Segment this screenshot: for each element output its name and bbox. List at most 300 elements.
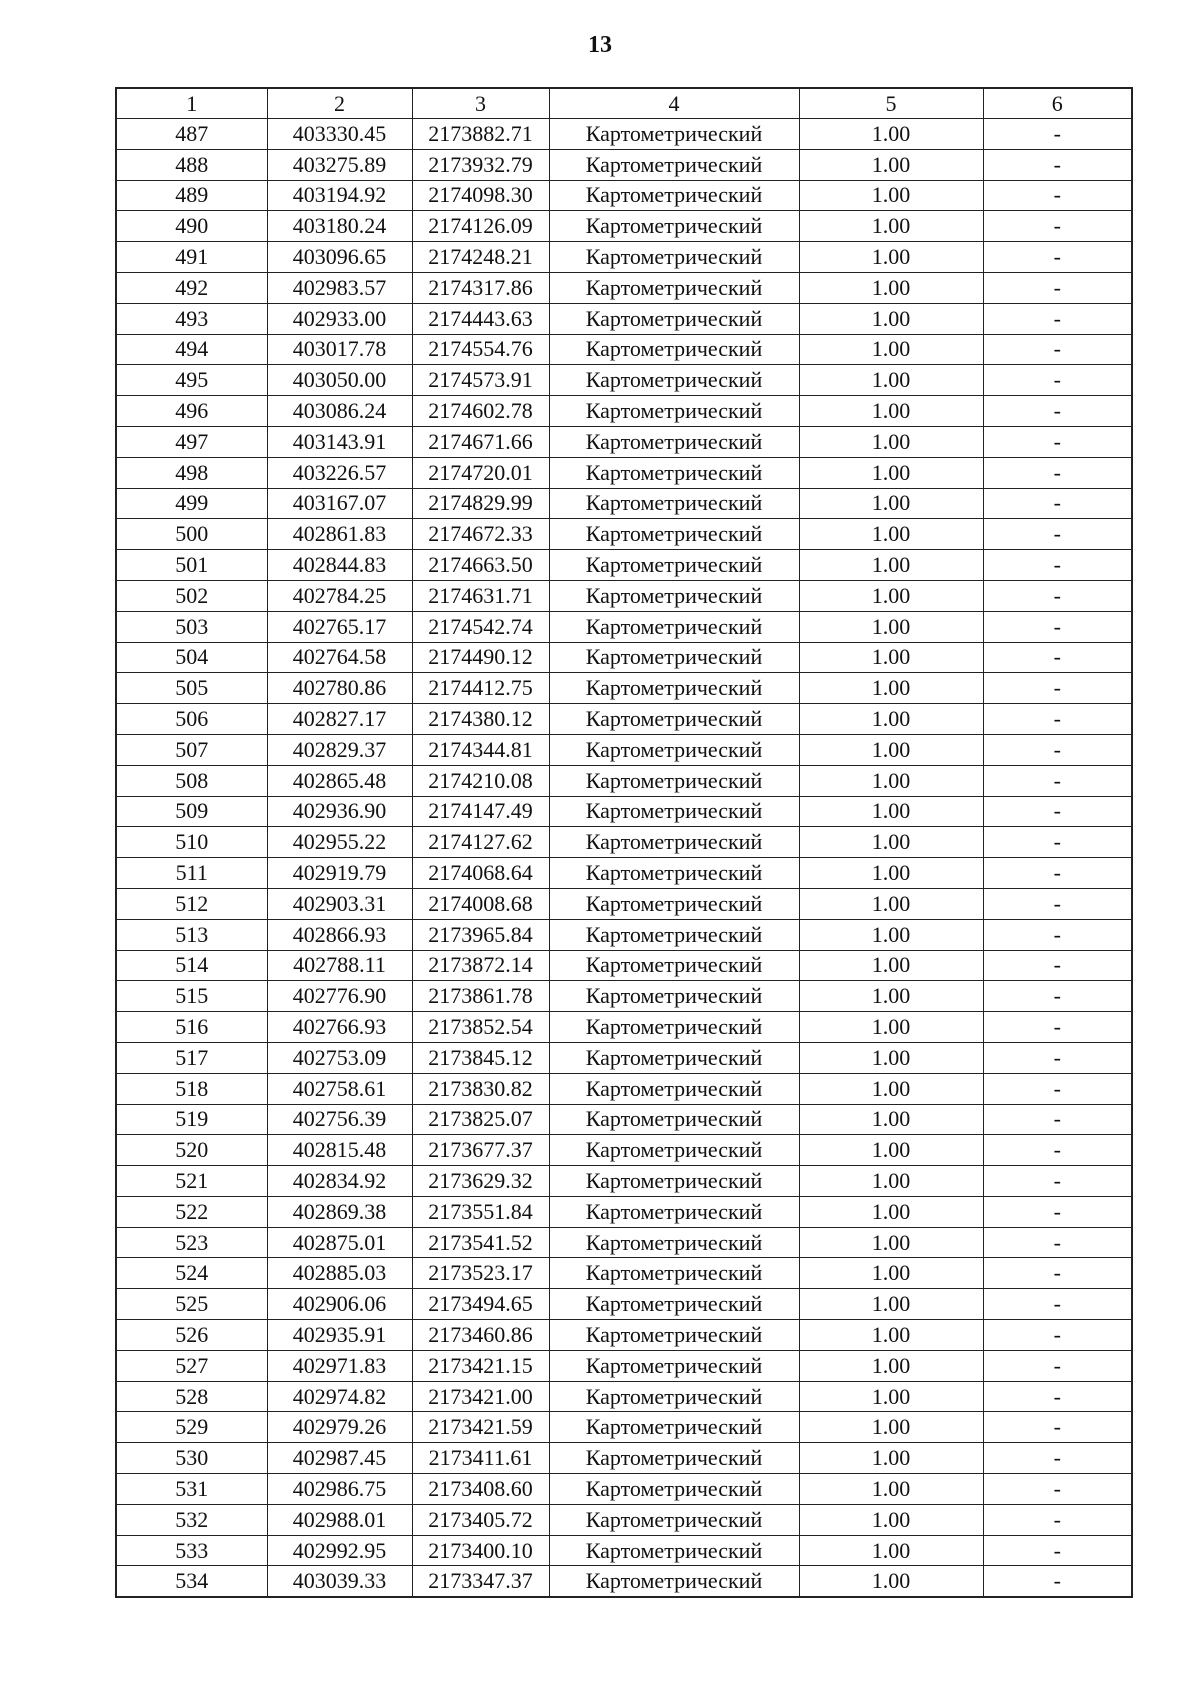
point-number-cell: 502 xyxy=(116,580,267,611)
x-coordinate-cell: 402935.91 xyxy=(267,1320,412,1351)
point-number-cell: 509 xyxy=(116,796,267,827)
point-number-cell: 500 xyxy=(116,519,267,550)
y-coordinate-cell: 2173861.78 xyxy=(412,981,549,1012)
y-coordinate-cell: 2174490.12 xyxy=(412,642,549,673)
x-coordinate-cell: 402753.09 xyxy=(267,1042,412,1073)
table-row xyxy=(116,334,1132,365)
x-coordinate-cell: 403330.45 xyxy=(267,119,412,150)
description-cell: - xyxy=(983,272,1132,303)
table-row xyxy=(116,1135,1132,1166)
point-number-cell: 521 xyxy=(116,1166,267,1197)
accuracy-cell: 1.00 xyxy=(799,119,983,150)
description-cell: - xyxy=(983,1166,1132,1197)
column-header: 2 xyxy=(267,88,412,119)
table-row xyxy=(116,242,1132,273)
x-coordinate-cell: 402861.83 xyxy=(267,519,412,550)
y-coordinate-cell: 2174344.81 xyxy=(412,734,549,765)
accuracy-cell: 1.00 xyxy=(799,734,983,765)
table-row xyxy=(116,981,1132,1012)
x-coordinate-cell: 402906.06 xyxy=(267,1289,412,1320)
description-cell: - xyxy=(983,1073,1132,1104)
point-number-cell: 531 xyxy=(116,1474,267,1505)
table-row xyxy=(116,426,1132,457)
point-number-cell: 524 xyxy=(116,1258,267,1289)
y-coordinate-cell: 2174829.99 xyxy=(412,488,549,519)
table-row xyxy=(116,1474,1132,1505)
point-number-cell: 530 xyxy=(116,1443,267,1474)
x-coordinate-cell: 402992.95 xyxy=(267,1535,412,1566)
table-row xyxy=(116,119,1132,150)
method-cell: Картометрический xyxy=(549,642,799,673)
point-number-cell: 528 xyxy=(116,1381,267,1412)
y-coordinate-cell: 2174631.71 xyxy=(412,580,549,611)
accuracy-cell: 1.00 xyxy=(799,981,983,1012)
x-coordinate-cell: 402955.22 xyxy=(267,827,412,858)
table-header-row xyxy=(116,88,1132,119)
accuracy-cell: 1.00 xyxy=(799,1196,983,1227)
y-coordinate-cell: 2174317.86 xyxy=(412,272,549,303)
method-cell: Картометрический xyxy=(549,119,799,150)
table-row xyxy=(116,1443,1132,1474)
y-coordinate-cell: 2174573.91 xyxy=(412,365,549,396)
method-cell: Картометрический xyxy=(549,1042,799,1073)
method-cell: Картометрический xyxy=(549,1073,799,1104)
description-cell: - xyxy=(983,1350,1132,1381)
point-number-cell: 491 xyxy=(116,242,267,273)
description-cell: - xyxy=(983,1227,1132,1258)
table-row xyxy=(116,611,1132,642)
table-row xyxy=(116,580,1132,611)
accuracy-cell: 1.00 xyxy=(799,1258,983,1289)
y-coordinate-cell: 2173845.12 xyxy=(412,1042,549,1073)
description-cell: - xyxy=(983,1135,1132,1166)
y-coordinate-cell: 2173421.59 xyxy=(412,1412,549,1443)
y-coordinate-cell: 2174068.64 xyxy=(412,858,549,889)
description-cell: - xyxy=(983,1104,1132,1135)
description-cell: - xyxy=(983,1443,1132,1474)
y-coordinate-cell: 2174720.01 xyxy=(412,457,549,488)
accuracy-cell: 1.00 xyxy=(799,1535,983,1566)
accuracy-cell: 1.00 xyxy=(799,796,983,827)
description-cell: - xyxy=(983,365,1132,396)
table-row xyxy=(116,149,1132,180)
y-coordinate-cell: 2173400.10 xyxy=(412,1535,549,1566)
method-cell: Картометрический xyxy=(549,919,799,950)
accuracy-cell: 1.00 xyxy=(799,180,983,211)
x-coordinate-cell: 403226.57 xyxy=(267,457,412,488)
accuracy-cell: 1.00 xyxy=(799,426,983,457)
x-coordinate-cell: 402979.26 xyxy=(267,1412,412,1443)
point-number-cell: 516 xyxy=(116,1012,267,1043)
accuracy-cell: 1.00 xyxy=(799,272,983,303)
method-cell: Картометрический xyxy=(549,1227,799,1258)
method-cell: Картометрический xyxy=(549,1012,799,1043)
x-coordinate-cell: 402866.93 xyxy=(267,919,412,950)
description-cell: - xyxy=(983,1289,1132,1320)
description-cell: - xyxy=(983,1566,1132,1597)
method-cell: Картометрический xyxy=(549,765,799,796)
y-coordinate-cell: 2174672.33 xyxy=(412,519,549,550)
column-header: 1 xyxy=(116,88,267,119)
table-row xyxy=(116,734,1132,765)
description-cell: - xyxy=(983,888,1132,919)
y-coordinate-cell: 2173411.61 xyxy=(412,1443,549,1474)
accuracy-cell: 1.00 xyxy=(799,1104,983,1135)
accuracy-cell: 1.00 xyxy=(799,1504,983,1535)
point-number-cell: 495 xyxy=(116,365,267,396)
point-number-cell: 499 xyxy=(116,488,267,519)
y-coordinate-cell: 2174147.49 xyxy=(412,796,549,827)
x-coordinate-cell: 402885.03 xyxy=(267,1258,412,1289)
x-coordinate-cell: 402844.83 xyxy=(267,550,412,581)
description-cell: - xyxy=(983,1504,1132,1535)
x-coordinate-cell: 403050.00 xyxy=(267,365,412,396)
description-cell: - xyxy=(983,827,1132,858)
y-coordinate-cell: 2174602.78 xyxy=(412,396,549,427)
method-cell: Картометрический xyxy=(549,149,799,180)
description-cell: - xyxy=(983,704,1132,735)
method-cell: Картометрический xyxy=(549,1443,799,1474)
table-row xyxy=(116,1042,1132,1073)
point-number-cell: 513 xyxy=(116,919,267,950)
x-coordinate-cell: 402784.25 xyxy=(267,580,412,611)
accuracy-cell: 1.00 xyxy=(799,1042,983,1073)
point-number-cell: 504 xyxy=(116,642,267,673)
x-coordinate-cell: 403194.92 xyxy=(267,180,412,211)
x-coordinate-cell: 402834.92 xyxy=(267,1166,412,1197)
point-number-cell: 487 xyxy=(116,119,267,150)
point-number-cell: 496 xyxy=(116,396,267,427)
method-cell: Картометрический xyxy=(549,1135,799,1166)
description-cell: - xyxy=(983,1474,1132,1505)
description-cell: - xyxy=(983,119,1132,150)
x-coordinate-cell: 402780.86 xyxy=(267,673,412,704)
method-cell: Картометрический xyxy=(549,950,799,981)
y-coordinate-cell: 2174554.76 xyxy=(412,334,549,365)
accuracy-cell: 1.00 xyxy=(799,888,983,919)
x-coordinate-cell: 402766.93 xyxy=(267,1012,412,1043)
table-row xyxy=(116,303,1132,334)
x-coordinate-cell: 402936.90 xyxy=(267,796,412,827)
x-coordinate-cell: 402986.75 xyxy=(267,1474,412,1505)
table-row xyxy=(116,827,1132,858)
x-coordinate-cell: 402827.17 xyxy=(267,704,412,735)
method-cell: Картометрический xyxy=(549,242,799,273)
point-number-cell: 497 xyxy=(116,426,267,457)
accuracy-cell: 1.00 xyxy=(799,858,983,889)
method-cell: Картометрический xyxy=(549,1350,799,1381)
accuracy-cell: 1.00 xyxy=(799,1566,983,1597)
table-row xyxy=(116,1258,1132,1289)
accuracy-cell: 1.00 xyxy=(799,950,983,981)
table-row xyxy=(116,642,1132,673)
x-coordinate-cell: 403180.24 xyxy=(267,211,412,242)
table-body xyxy=(116,119,1132,1598)
description-cell: - xyxy=(983,1412,1132,1443)
x-coordinate-cell: 402756.39 xyxy=(267,1104,412,1135)
table-row xyxy=(116,488,1132,519)
point-number-cell: 520 xyxy=(116,1135,267,1166)
method-cell: Картометрический xyxy=(549,796,799,827)
x-coordinate-cell: 402919.79 xyxy=(267,858,412,889)
y-coordinate-cell: 2173551.84 xyxy=(412,1196,549,1227)
accuracy-cell: 1.00 xyxy=(799,149,983,180)
x-coordinate-cell: 403017.78 xyxy=(267,334,412,365)
table-row xyxy=(116,180,1132,211)
accuracy-cell: 1.00 xyxy=(799,519,983,550)
accuracy-cell: 1.00 xyxy=(799,1412,983,1443)
description-cell: - xyxy=(983,519,1132,550)
description-cell: - xyxy=(983,211,1132,242)
method-cell: Картометрический xyxy=(549,1320,799,1351)
point-number-cell: 493 xyxy=(116,303,267,334)
y-coordinate-cell: 2173882.71 xyxy=(412,119,549,150)
x-coordinate-cell: 403143.91 xyxy=(267,426,412,457)
table-row xyxy=(116,1227,1132,1258)
point-number-cell: 523 xyxy=(116,1227,267,1258)
description-cell: - xyxy=(983,1381,1132,1412)
table-row xyxy=(116,550,1132,581)
table-row xyxy=(116,673,1132,704)
table-row xyxy=(116,1012,1132,1043)
point-number-cell: 508 xyxy=(116,765,267,796)
accuracy-cell: 1.00 xyxy=(799,242,983,273)
table-row xyxy=(116,1350,1132,1381)
method-cell: Картометрический xyxy=(549,211,799,242)
description-cell: - xyxy=(983,1258,1132,1289)
x-coordinate-cell: 402829.37 xyxy=(267,734,412,765)
accuracy-cell: 1.00 xyxy=(799,642,983,673)
description-cell: - xyxy=(983,242,1132,273)
y-coordinate-cell: 2174126.09 xyxy=(412,211,549,242)
column-header: 4 xyxy=(549,88,799,119)
method-cell: Картометрический xyxy=(549,1474,799,1505)
table-row xyxy=(116,1320,1132,1351)
column-header: 6 xyxy=(983,88,1132,119)
accuracy-cell: 1.00 xyxy=(799,365,983,396)
y-coordinate-cell: 2174248.21 xyxy=(412,242,549,273)
accuracy-cell: 1.00 xyxy=(799,1012,983,1043)
page-number: 13 xyxy=(588,32,612,58)
x-coordinate-cell: 402971.83 xyxy=(267,1350,412,1381)
description-cell: - xyxy=(983,611,1132,642)
table-row xyxy=(116,1535,1132,1566)
column-header: 3 xyxy=(412,88,549,119)
method-cell: Картометрический xyxy=(549,580,799,611)
y-coordinate-cell: 2174380.12 xyxy=(412,704,549,735)
point-number-cell: 518 xyxy=(116,1073,267,1104)
point-number-cell: 503 xyxy=(116,611,267,642)
accuracy-cell: 1.00 xyxy=(799,1073,983,1104)
description-cell: - xyxy=(983,550,1132,581)
y-coordinate-cell: 2174098.30 xyxy=(412,180,549,211)
description-cell: - xyxy=(983,642,1132,673)
table-row xyxy=(116,1381,1132,1412)
y-coordinate-cell: 2174671.66 xyxy=(412,426,549,457)
method-cell: Картометрический xyxy=(549,519,799,550)
y-coordinate-cell: 2174008.68 xyxy=(412,888,549,919)
accuracy-cell: 1.00 xyxy=(799,1474,983,1505)
accuracy-cell: 1.00 xyxy=(799,611,983,642)
description-cell: - xyxy=(983,981,1132,1012)
point-number-cell: 498 xyxy=(116,457,267,488)
point-number-cell: 494 xyxy=(116,334,267,365)
y-coordinate-cell: 2174412.75 xyxy=(412,673,549,704)
table-row xyxy=(116,457,1132,488)
y-coordinate-cell: 2173677.37 xyxy=(412,1135,549,1166)
method-cell: Картометрический xyxy=(549,303,799,334)
x-coordinate-cell: 403167.07 xyxy=(267,488,412,519)
accuracy-cell: 1.00 xyxy=(799,1227,983,1258)
point-number-cell: 522 xyxy=(116,1196,267,1227)
x-coordinate-cell: 403096.65 xyxy=(267,242,412,273)
point-number-cell: 533 xyxy=(116,1535,267,1566)
method-cell: Картометрический xyxy=(549,1196,799,1227)
description-cell: - xyxy=(983,149,1132,180)
method-cell: Картометрический xyxy=(549,426,799,457)
method-cell: Картометрический xyxy=(549,334,799,365)
point-number-cell: 529 xyxy=(116,1412,267,1443)
accuracy-cell: 1.00 xyxy=(799,488,983,519)
y-coordinate-cell: 2173965.84 xyxy=(412,919,549,950)
accuracy-cell: 1.00 xyxy=(799,396,983,427)
point-number-cell: 519 xyxy=(116,1104,267,1135)
method-cell: Картометрический xyxy=(549,488,799,519)
table-row xyxy=(116,796,1132,827)
method-cell: Картометрический xyxy=(549,858,799,889)
description-cell: - xyxy=(983,673,1132,704)
table-row xyxy=(116,519,1132,550)
point-number-cell: 510 xyxy=(116,827,267,858)
x-coordinate-cell: 402776.90 xyxy=(267,981,412,1012)
y-coordinate-cell: 2174542.74 xyxy=(412,611,549,642)
x-coordinate-cell: 403275.89 xyxy=(267,149,412,180)
point-number-cell: 527 xyxy=(116,1350,267,1381)
y-coordinate-cell: 2173523.17 xyxy=(412,1258,549,1289)
x-coordinate-cell: 403086.24 xyxy=(267,396,412,427)
point-number-cell: 534 xyxy=(116,1566,267,1597)
point-number-cell: 492 xyxy=(116,272,267,303)
x-coordinate-cell: 402865.48 xyxy=(267,765,412,796)
table-row xyxy=(116,211,1132,242)
method-cell: Картометрический xyxy=(549,827,799,858)
method-cell: Картометрический xyxy=(549,888,799,919)
y-coordinate-cell: 2173629.32 xyxy=(412,1166,549,1197)
table-row xyxy=(116,272,1132,303)
accuracy-cell: 1.00 xyxy=(799,457,983,488)
y-coordinate-cell: 2174127.62 xyxy=(412,827,549,858)
point-number-cell: 517 xyxy=(116,1042,267,1073)
point-number-cell: 526 xyxy=(116,1320,267,1351)
description-cell: - xyxy=(983,950,1132,981)
table-row xyxy=(116,888,1132,919)
table-row xyxy=(116,1412,1132,1443)
description-cell: - xyxy=(983,457,1132,488)
method-cell: Картометрический xyxy=(549,365,799,396)
x-coordinate-cell: 402765.17 xyxy=(267,611,412,642)
description-cell: - xyxy=(983,858,1132,889)
accuracy-cell: 1.00 xyxy=(799,1135,983,1166)
y-coordinate-cell: 2173541.52 xyxy=(412,1227,549,1258)
table-row xyxy=(116,1104,1132,1135)
method-cell: Картометрический xyxy=(549,1535,799,1566)
x-coordinate-cell: 402764.58 xyxy=(267,642,412,673)
accuracy-cell: 1.00 xyxy=(799,919,983,950)
description-cell: - xyxy=(983,1012,1132,1043)
y-coordinate-cell: 2173872.14 xyxy=(412,950,549,981)
accuracy-cell: 1.00 xyxy=(799,1350,983,1381)
point-number-cell: 525 xyxy=(116,1289,267,1320)
accuracy-cell: 1.00 xyxy=(799,211,983,242)
x-coordinate-cell: 402875.01 xyxy=(267,1227,412,1258)
description-cell: - xyxy=(983,426,1132,457)
method-cell: Картометрический xyxy=(549,1166,799,1197)
description-cell: - xyxy=(983,1320,1132,1351)
y-coordinate-cell: 2173408.60 xyxy=(412,1474,549,1505)
description-cell: - xyxy=(983,396,1132,427)
point-number-cell: 511 xyxy=(116,858,267,889)
x-coordinate-cell: 402758.61 xyxy=(267,1073,412,1104)
method-cell: Картометрический xyxy=(549,704,799,735)
y-coordinate-cell: 2173932.79 xyxy=(412,149,549,180)
description-cell: - xyxy=(983,580,1132,611)
description-cell: - xyxy=(983,334,1132,365)
y-coordinate-cell: 2173830.82 xyxy=(412,1073,549,1104)
y-coordinate-cell: 2173405.72 xyxy=(412,1504,549,1535)
description-cell: - xyxy=(983,488,1132,519)
description-cell: - xyxy=(983,303,1132,334)
x-coordinate-cell: 402933.00 xyxy=(267,303,412,334)
accuracy-cell: 1.00 xyxy=(799,303,983,334)
x-coordinate-cell: 403039.33 xyxy=(267,1566,412,1597)
point-number-cell: 532 xyxy=(116,1504,267,1535)
method-cell: Картометрический xyxy=(549,1566,799,1597)
x-coordinate-cell: 402987.45 xyxy=(267,1443,412,1474)
y-coordinate-cell: 2173347.37 xyxy=(412,1566,549,1597)
table-row xyxy=(116,1504,1132,1535)
y-coordinate-cell: 2174210.08 xyxy=(412,765,549,796)
accuracy-cell: 1.00 xyxy=(799,1443,983,1474)
description-cell: - xyxy=(983,1042,1132,1073)
table-row xyxy=(116,396,1132,427)
method-cell: Картометрический xyxy=(549,1381,799,1412)
x-coordinate-cell: 402788.11 xyxy=(267,950,412,981)
point-number-cell: 506 xyxy=(116,704,267,735)
method-cell: Картометрический xyxy=(549,550,799,581)
method-cell: Картометрический xyxy=(549,1104,799,1135)
coordinates-table xyxy=(115,87,1133,1598)
method-cell: Картометрический xyxy=(549,1258,799,1289)
accuracy-cell: 1.00 xyxy=(799,1320,983,1351)
y-coordinate-cell: 2173494.65 xyxy=(412,1289,549,1320)
method-cell: Картометрический xyxy=(549,611,799,642)
description-cell: - xyxy=(983,919,1132,950)
table-row xyxy=(116,950,1132,981)
point-number-cell: 488 xyxy=(116,149,267,180)
y-coordinate-cell: 2174443.63 xyxy=(412,303,549,334)
point-number-cell: 515 xyxy=(116,981,267,1012)
column-header: 5 xyxy=(799,88,983,119)
method-cell: Картометрический xyxy=(549,673,799,704)
point-number-cell: 490 xyxy=(116,211,267,242)
table-row xyxy=(116,1196,1132,1227)
accuracy-cell: 1.00 xyxy=(799,1381,983,1412)
method-cell: Картометрический xyxy=(549,1504,799,1535)
method-cell: Картометрический xyxy=(549,981,799,1012)
y-coordinate-cell: 2173460.86 xyxy=(412,1320,549,1351)
description-cell: - xyxy=(983,1196,1132,1227)
method-cell: Картометрический xyxy=(549,396,799,427)
